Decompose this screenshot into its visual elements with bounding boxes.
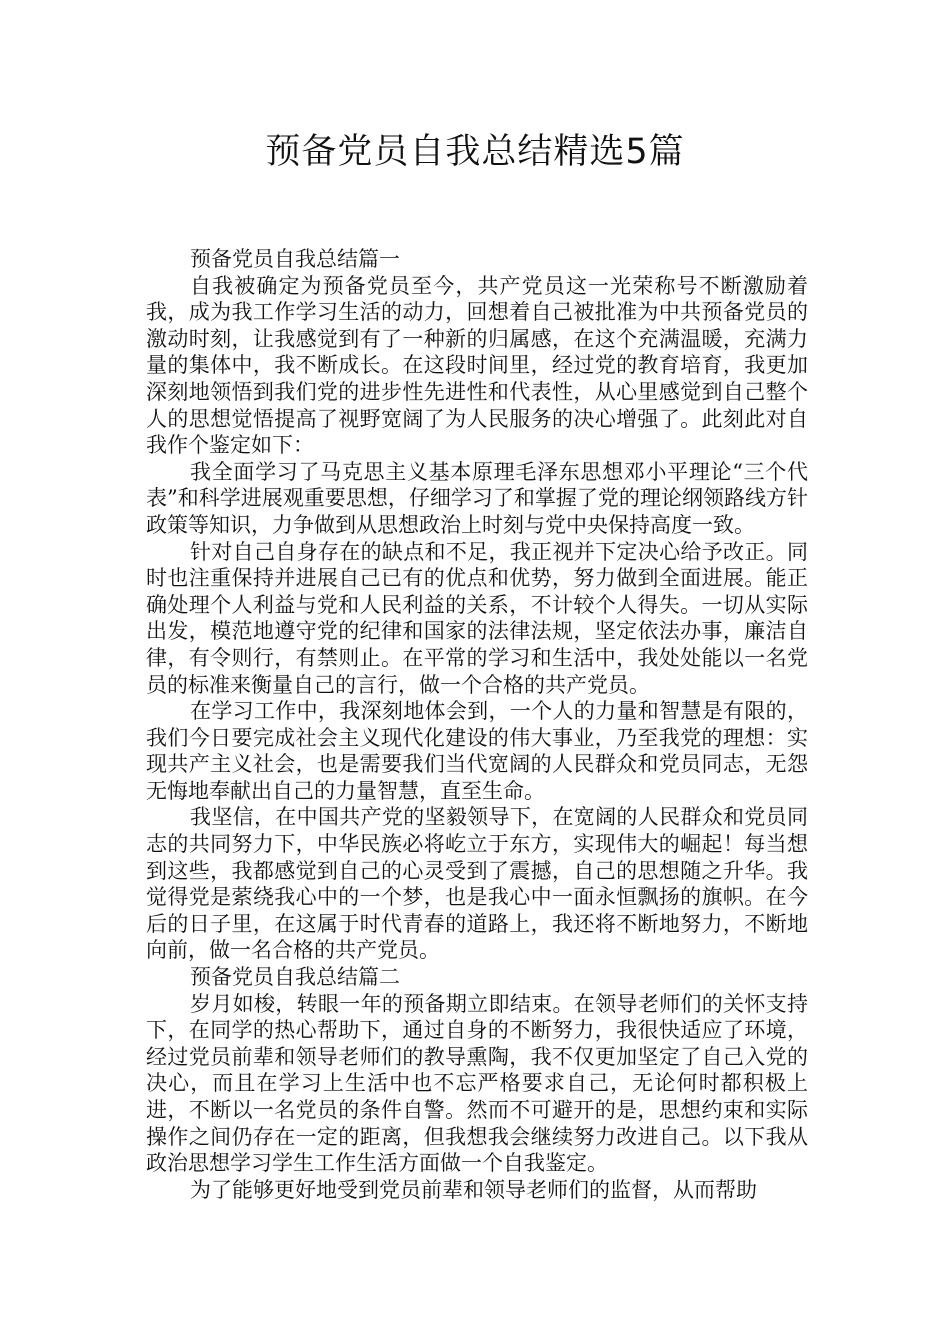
- paragraph: 我全面学习了马克思主义基本原理毛泽东思想邓小平理论“三个代表”和科学进展观重要思想，仔细学习了和掌握了党的理论纲领路线方针政策等知识，力争做到从思想政治上时刻与党中央保持高度一致。: [146, 459, 808, 537]
- document-title: 预备党员自我总结精选5篇: [265, 132, 685, 172]
- paragraph: 我坚信，在中国共产党的坚毅领导下，在宽阔的人民群众和党员同志的共同努力下，中华民族必将屹立于东方，实现伟大的崛起！每当想到这些，我都感觉到自己的心灵受到了震撼，自己的思想随之升华。我觉得党是萦绕我心中的一个梦，也是我心中一面永恒飘扬的旗帜。在今后的日子里，在这属于时代青春的道路上，我还将不断地努力，不断地向前，做一名合格的共产党员。: [146, 805, 808, 963]
- paragraph: 为了能够更好地受到党员前辈和领导老师们的监督，从而帮助: [190, 1177, 757, 1202]
- section-heading-1: 预备党员自我总结篇一: [190, 247, 400, 271]
- paragraph: 针对自己自身存在的缺点和不足，我正视并下定决心给予改正。同时也注重保持并进展自己已有的优点和优势，努力做到全面进展。能正确处理个人利益与党和人民利益的关系，不计较个人得失。一切从实际出发，模范地遵守党的纪律和国家的法律法规，坚定依法办事，廉洁自律，有令则行，有禁则止。在平常的学习和生活中，我处处能以一名党员的标准来衡量自己的言行，做一个合格的共产党员。: [146, 539, 808, 697]
- section-heading-2: 预备党员自我总结篇二: [190, 965, 400, 990]
- paragraph: 岁月如梭，转眼一年的预备期立即结束。在领导老师们的关怀支持下，在同学的热心帮助下，通过自身的不断努力，我很快适应了环境，经过党员前辈和领导老师们的教导熏陶，我不仅更加坚定了自己入党的决心，而且在学习上生活中也不忘严格要求自己，无论何时都积极上进，不断以一名党员的条件自警。然而不可避开的是，思想约束和实际操作之间仍存在一定的距离，但我想我会继续努力改进自己。以下我从政治思想学习学生工作生活方面做一个自我鉴定。: [146, 991, 808, 1176]
- document-body: [146, 246, 808, 1203]
- paragraph: 自我被确定为预备党员至今，共产党员这一光荣称号不断激励着我，成为我工作学习生活的动力，回想着自己被批准为中共预备党员的激动时刻，让我感觉到有了一种新的归属感，在这个充满温暖，充满力量的集体中，我不断成长。在这段时间里，经过党的教育培育，我更加深刻地领悟到我们党的进步性先进性和代表性，从心里感觉到自己整个人的思想觉悟提高了视野宽阔了为人民服务的决心增强了。此刻此对自我作个鉴定如下：: [146, 273, 808, 458]
- paragraph: 在学习工作中，我深刻地体会到，一个人的力量和智慧是有限的，我们今日要完成社会主义现代化建设的伟大事业，乃至我党的理想：实现共产主义社会，也是需要我们当代宽阔的人民群众和党员同志，无怨无悔地奉献出自己的力量智慧，直至生命。: [146, 699, 808, 803]
